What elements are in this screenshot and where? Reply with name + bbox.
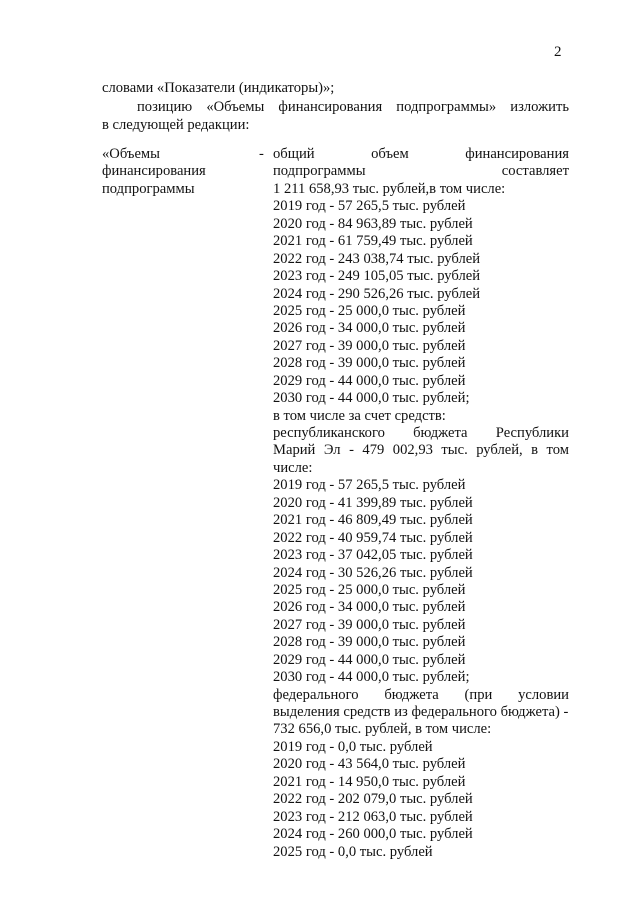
- position-label-line: финансирования: [102, 163, 206, 180]
- financing-line: подпрограммы составляет: [273, 163, 569, 180]
- financing-line: 2030 год - 44 000,0 тыс. рублей;: [273, 669, 470, 686]
- financing-line: 2028 год - 39 000,0 тыс. рублей: [273, 634, 466, 651]
- financing-line: Марий Эл - 479 002,93 тыс. рублей, в том: [273, 442, 569, 459]
- financing-line: 2024 год - 290 526,26 тыс. рублей: [273, 285, 481, 302]
- financing-line: 2025 год - 25 000,0 тыс. рублей: [273, 302, 466, 319]
- financing-line: 2019 год - 57 265,5 тыс. рублей: [273, 198, 466, 215]
- financing-line: 2020 год - 84 963,89 тыс. рублей: [273, 215, 473, 232]
- financing-line: 2030 год - 44 000,0 тыс. рублей;: [273, 390, 470, 407]
- intro-line-3: в следующей редакции:: [102, 117, 250, 133]
- financing-line: 2029 год - 44 000,0 тыс. рублей: [273, 651, 466, 668]
- financing-line: 2024 год - 30 526,26 тыс. рублей: [273, 564, 473, 581]
- financing-line: 2028 год - 39 000,0 тыс. рублей: [273, 355, 466, 372]
- financing-line: 2026 год - 34 000,0 тыс. рублей: [273, 320, 466, 337]
- financing-line: 2027 год - 39 000,0 тыс. рублей: [273, 616, 466, 633]
- intro-line-1: словами «Показатели (индикаторы)»;: [102, 80, 335, 96]
- financing-line: 2024 год - 260 000,0 тыс. рублей: [273, 826, 473, 843]
- financing-line: числе:: [273, 459, 313, 476]
- financing-line: федерального бюджета (при условии: [273, 686, 569, 703]
- intro-line-2: позицию «Объемы финансирования подпрограммы» изложить: [137, 99, 569, 115]
- financing-line: 2019 год - 0,0 тыс. рублей: [273, 738, 433, 755]
- financing-line: 2023 год - 37 042,05 тыс. рублей: [273, 547, 473, 564]
- position-label-line: «Объемы: [102, 146, 160, 162]
- financing-line: выделения средств из федерального бюджета) -: [273, 704, 569, 720]
- financing-line: 732 656,0 тыс. рублей, в том числе:: [273, 721, 492, 738]
- position-label: [102, 146, 262, 198]
- financing-details: [273, 146, 569, 861]
- financing-line: 2022 год - 40 959,74 тыс. рублей: [273, 529, 473, 546]
- financing-line: республиканского бюджета Республики: [273, 425, 569, 441]
- financing-line: 2025 год - 0,0 тыс. рублей: [273, 843, 433, 860]
- page-number: 2: [554, 44, 562, 60]
- financing-line: 2029 год - 44 000,0 тыс. рублей: [273, 372, 466, 389]
- financing-line: 2022 год - 202 079,0 тыс. рублей: [273, 791, 473, 808]
- financing-line: 2026 год - 34 000,0 тыс. рублей: [273, 599, 466, 616]
- financing-line: 2021 год - 61 759,49 тыс. рублей: [273, 233, 473, 250]
- financing-line: 2019 год - 57 265,5 тыс. рублей: [273, 477, 466, 494]
- financing-line: 2020 год - 41 399,89 тыс. рублей: [273, 494, 473, 511]
- financing-line: 1 211 658,93 тыс. рублей,в том числе:: [273, 180, 506, 197]
- separator-dash: -: [259, 146, 264, 162]
- financing-line: общий объем финансирования: [273, 146, 569, 162]
- position-label-line: подпрограммы: [102, 180, 195, 197]
- financing-line: 2023 год - 249 105,05 тыс. рублей: [273, 268, 481, 285]
- financing-line: 2020 год - 43 564,0 тыс. рублей: [273, 756, 466, 773]
- financing-line: 2025 год - 25 000,0 тыс. рублей: [273, 581, 466, 598]
- financing-line: 2021 год - 14 950,0 тыс. рублей: [273, 773, 466, 790]
- financing-line: 2023 год - 212 063,0 тыс. рублей: [273, 808, 473, 825]
- financing-line: 2022 год - 243 038,74 тыс. рублей: [273, 250, 481, 267]
- financing-line: в том числе за счет средств:: [273, 407, 446, 424]
- financing-line: 2027 год - 39 000,0 тыс. рублей: [273, 337, 466, 354]
- financing-line: 2021 год - 46 809,49 тыс. рублей: [273, 512, 473, 529]
